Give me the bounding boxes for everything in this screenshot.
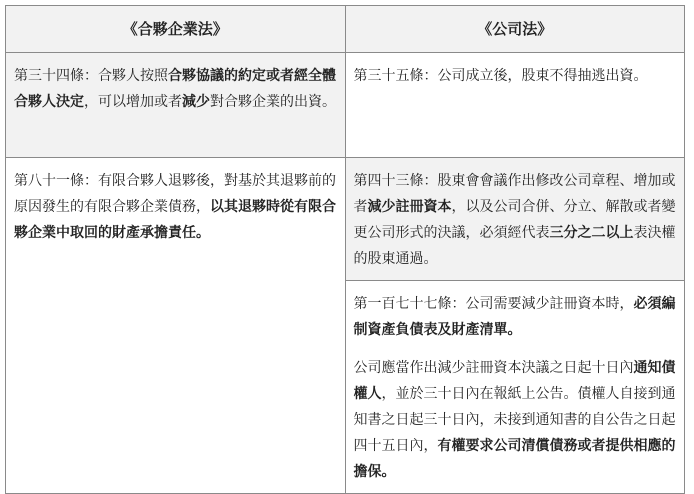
text-run: 第三十四條：合夥人按照 <box>14 68 168 84</box>
article-43-text <box>354 168 677 272</box>
text-run: 第三十五條：公司成立後，股東不得抽逃出資。 <box>353 68 648 84</box>
company-article-35 <box>345 53 685 158</box>
emphasized-text: 減少註冊資本 <box>367 199 452 215</box>
emphasized-text: 減少 <box>182 94 210 110</box>
emphasized-text: 有權要求公司清償債務或者提供相應的擔保。 <box>353 438 676 480</box>
partnership-article-34 <box>6 53 346 158</box>
comparison-table-wrapper <box>5 5 685 480</box>
text-run: 對合夥企業的出資。 <box>210 94 336 110</box>
header-partnership-law: 《合夥企業法》 <box>6 6 346 53</box>
table-row <box>6 158 685 281</box>
emphasized-text: 以其退夥時從有限合夥企業中取回的財產承擔責任。 <box>14 199 336 241</box>
text-run: 公司應當作出減少註冊資本決議之日起十日內 <box>353 360 634 376</box>
partnership-article-81 <box>6 158 346 494</box>
company-article-43 <box>345 158 685 281</box>
header-row <box>6 6 685 53</box>
header-company-law: 《公司法》 <box>345 6 685 53</box>
text-run: 第八十一條：有限合夥人退夥後，對基於其退夥前的原因發生的有限合夥企業債務， <box>14 173 336 215</box>
article-177-notice-text <box>354 355 677 485</box>
text-run: ，並於三十日內在報紙上公告。債權人自接到通知書之日起三十日內，未接到通知書的自公告之日起四十五日內， <box>353 386 676 454</box>
emphasized-text: 必須編制資產負債表及財產清單。 <box>353 296 676 338</box>
text-run: ，以及公司合併、分立、解散或者變更公司形式的決議，必須經代表 <box>353 199 676 241</box>
text-run: ，可以增加或者 <box>84 94 182 110</box>
company-article-177 <box>345 281 685 494</box>
table-row <box>6 53 685 158</box>
text-run: 第一百七十七條：公司需要減少註冊資本時， <box>353 296 634 312</box>
text-run: 第四十三條：股東會會議作出修改公司章程、增加或者 <box>353 173 676 215</box>
emphasized-text: 合夥協議的約定或者經全體合夥人決定 <box>14 68 336 110</box>
emphasized-text: 三分之二以上 <box>549 225 634 241</box>
article-35-text <box>354 63 677 89</box>
emphasized-text: 通知債權人 <box>353 360 676 402</box>
article-81-text <box>14 168 337 246</box>
article-177-text <box>354 291 677 343</box>
comparison-table <box>5 5 685 494</box>
article-34-text <box>14 63 337 115</box>
text-run: 表決權的股東通過。 <box>353 225 676 267</box>
